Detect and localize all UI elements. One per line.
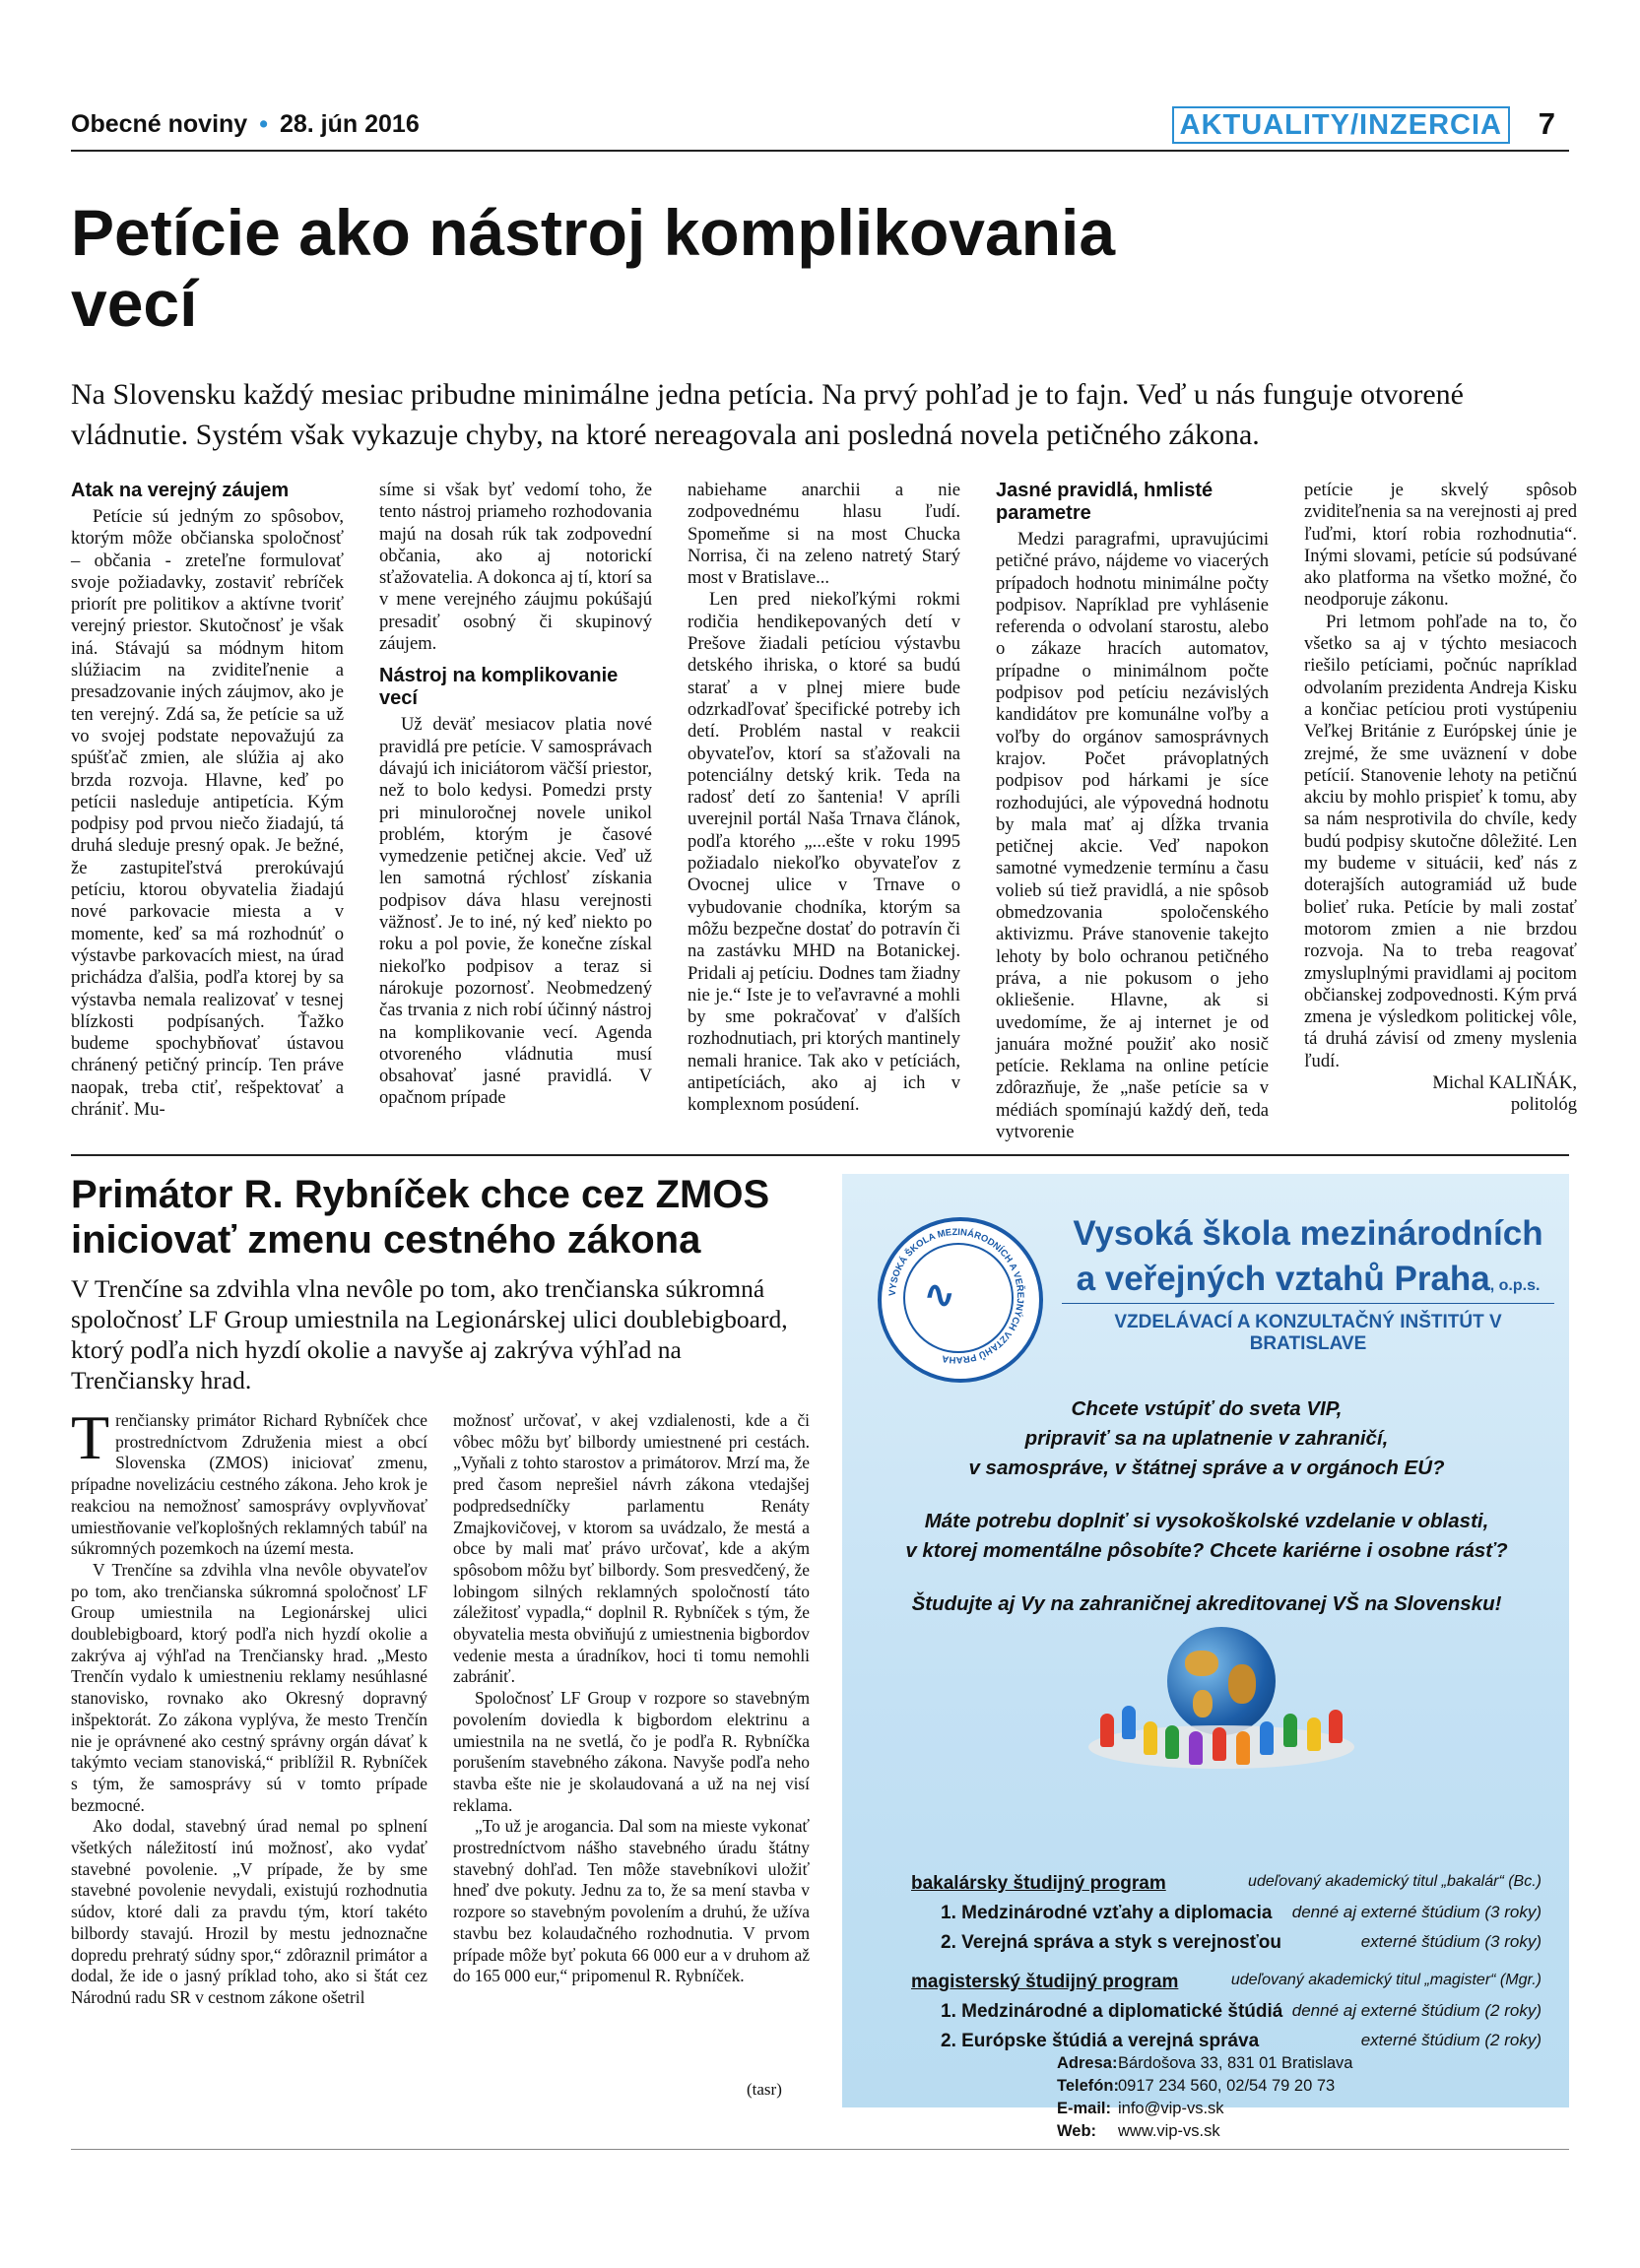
address-value: Bárdošova 33, 831 01 Bratislava xyxy=(1118,2054,1353,2072)
master-heading-row xyxy=(911,1972,1542,2001)
paragraph: nabiehame anarchii a nie zodpovednému hlasu ľudí. Spomeňme si na most Chucka Norrisa, či na zeleno natretý Starý most v Bratislave... xyxy=(688,480,960,589)
paragraph: síme si však byť vedomí toho, že tento nástroj priameho rozhodovania majú na dosah rúk tak zodpovední občania, ako aj notorickí sťažovatelia. A dokonca aj tí, ktorí sa v mene verejného záujmu pokúšajú presadiť osobný či skupinový záujem. xyxy=(379,480,652,655)
source-tag: (tasr) xyxy=(747,2080,782,2099)
contact-block xyxy=(1057,2052,1353,2143)
program-row xyxy=(911,1932,1542,1962)
program-row xyxy=(911,2001,1542,2031)
program-name: 1. Medzinárodné vzťahy a diplomacia xyxy=(941,1903,1273,1923)
phone-value: 0917 234 560, 02/54 79 20 73 xyxy=(1118,2077,1336,2095)
school-suffix: , o.p.s. xyxy=(1489,1277,1541,1294)
phone-label: Telefón: xyxy=(1057,2077,1119,2095)
program-name: 2. Verejná správa a styk s verejnosťou xyxy=(941,1932,1282,1953)
paragraph: „To už je arogancia. Dal som na mieste vykonať prostredníctvom nášho stavebného úradu štátny stavebný dohľad. Ten môže stavebníkovi uložiť hneď dve pokuty. Jednu za to, že sa mení stavba v rozpore so stavebným povolením a druhú, že užíva stavbu bez kolaudačného rozhodnutia. V prvom prípade môže byť pokuta 66 000 eur a v druhom až do 165 000 eur,“ pripomenul R. Rybníček. xyxy=(453,1816,810,1986)
program-name: 1. Medzinárodné a diplomatické štúdiá xyxy=(941,2001,1283,2022)
study-programs xyxy=(911,1873,1542,2060)
school-name xyxy=(1062,1211,1554,1309)
master-heading: magisterský študijný program xyxy=(911,1972,1179,1992)
article-divider xyxy=(71,1154,1569,1156)
question-line: v ktorej momentálne pôsobíte? Chcete kariérne i osobne rásť? xyxy=(905,1539,1508,1562)
drop-cap: T xyxy=(71,1402,110,1472)
ad-question-1 xyxy=(882,1394,1532,1483)
paragraph: možnosť určovať, v akej vzdialenosti, kde a či vôbec môžu byť bilbordy umiestnené pri cestách. „Vyňali z tohto starostov a primátorov. Mrzí ma, že pred časom neprešiel návrh zákona vtedajšej podpredsedníčky parlamentu Renáty Zmajkovičovej, v ktorom sa uvádzalo, že mestá a obce by mali mať právo určovať, kde a akým spôsobom môžu byť bilbordy. Som presvedčený, že lobingom silných reklamných spoločností táto záležitosť vypadla,“ doplnil R. Rybníček s tým, že obyvatelia mesta obviňujú z umiestnenia bigbordov vedenie mesta a úradníkov, hoci ti tomu nemohli zabrániť. xyxy=(453,1410,810,1687)
seal-ring-icon xyxy=(878,1217,1035,1375)
program-name: 2. Európske štúdiá a verejná správa xyxy=(941,2031,1260,2051)
article2-title: Primátor R. Rybníček chce cez ZMOS iniciovať zmenu cestného zákona xyxy=(71,1173,770,1262)
bachelor-title-note: udeľovaný akademický titul „bakalár“ (Bc.) xyxy=(1248,1873,1542,1890)
email-link[interactable]: info@vip-vs.sk xyxy=(1118,2100,1224,2117)
article-column-1 xyxy=(71,480,344,1121)
subheading-tool: Nástroj na komplikovanie vecí xyxy=(379,665,619,710)
paragraph: Pri letmom pohľade na to, čo všetko sa aj v týchto mesiacoch riešilo petíciami, počnúc napríklad odvolaním prezidenta Andreja Kisku a končiac petíciou proti vystúpeniu Veľkej Británie z Európskej únie je zrejmé, že sme uväznení v dobe petícií. Stanovenie lehoty na petičnú akciu by mohlo prispieť k tomu, aby sa nám nesprotivila do chvíle, kedy budú podpisy skutočne dôležité. Len my budeme v situácii, keď nás z doterajších autogramiád už bude bolieť ruka. Petície by mali zostať motorom zmien a nie brzdou rozvoja. Na to treba reagovať zmysluplnými pravidlami aj pocitom občianskej zodpovednosti. Kým prvá zmena je výsledkom politickej vôle, tá druhá závisí od zmeny myslenia ľudí. xyxy=(1304,611,1577,1071)
article2-column-1 xyxy=(71,1402,427,2009)
paragraph: Medzi paragrafmi, upravujúcimi petičné právo, nájdeme vo viacerých prípadoch hodnotu minimálne počty podpisov. Napríklad pre vyhlásenie referenda o odvolaní starostu, alebo o zákaze hracích automatov, prípadne o minimálnom počte podpisov pod petíciu nezávislých kandidátov pre komunálne voľby a voľby do orgánov samosprávnych krajov. Počet právoplatných podpisov pod hárkami je síce rozhodujúci, ale výpovedná hodnotu by mala mať aj dĺžka trvania petičnej akcie. Veď napokon samotné vymedzenie termínu a času volieb sú tiež pravidlá, a nie spôsob obmedzovania spoločenského aktivizmu. Práve stanovenie takejto lehoty by bolo ochranou petičného práva, a nie pokusom o jeho okliešenie. Hlavne, ak si uvedomíme, že aj internet je od januára možné použiť ako nosič petície. Reklama na online petície zdôrazňuje, že „naše petície sa v médiách spomínajú každý deň, teda vytvorenie xyxy=(996,529,1269,1143)
program-mode: denné aj externé štúdium (3 roky) xyxy=(1291,1903,1542,1921)
address-label: Adresa: xyxy=(1057,2054,1118,2072)
page-number: 7 xyxy=(1538,106,1555,141)
paragraph: Už deväť mesiacov platia nové pravidlá pre petície. V samosprávach dávajú ich iniciátorom väčší priestor, než to bolo kedysi. Pomedzi prsty pri minuloročnej novele unikol problém, ktorým je časové vymedzenie petičnej akcie. Veď už len samotná rýchlosť získania podpisov dáva hlasu verejnosti väžnosť. Je to iné, ný keď niekto po roku a pol povie, že konečne získal niekoľko podpisov a teraz si nárokuje pozornosť. Neobmedzený čas trvania z nich robí účinný nástroj na komplikovanie vecí. Agenda otvoreného vládnutia musí obsahovať jasné pravidlá. V opačnom prípade xyxy=(379,714,652,1109)
article-column-5 xyxy=(1304,480,1577,1117)
paper-name: Obecné noviny xyxy=(71,110,248,138)
ad-call-to-action: Študujte aj Vy na zahraničnej akreditovanej VŠ na Slovensku! xyxy=(911,1592,1502,1615)
paragraph: Ako dodal, stavebný úrad nemal po splnení všetkých náležitostí inú možnosť, ako vydať stavebné povolenie. „V prípade, že by sme stavebné povolenie nevydali, existujú rozhodnutia súdov, ktoré dali za pravdu tým, ktorí takéto bilbordy stavajú. Hrozil by mestu jednoznačne dopredu prehratý súdny spor,“ zdôraznil primátor a dodal, že ide o jasný príklad toho, ako si štát cez Národnú radu SR v cestnom zákone ošetril xyxy=(71,1816,427,2007)
program-mode: denné aj externé štúdium (2 roky) xyxy=(1291,2001,1542,2020)
program-mode: externé štúdium (3 roky) xyxy=(1360,1932,1542,1951)
article2-lead: V Trenčíne sa zdvihla vlna nevôle po tom, ako trenčianska súkromná spoločnosť LF Group umiestnila na Legionárskej ulici doublebigboard, ktorý podľa nich hyzdí okolie a navyše aj zakrýva výhľad na Trenčiansky hrad. xyxy=(71,1274,788,1394)
paragraph: Spoločnosť LF Group v rozpore so stavebným povolením doviedla k bigbordom elektrinu a umiestnila na ne svetlá, čo je podľa R. Rybníčka porušením stavebného zákona. Navyše podľa neho stavba ešte nie je skolaudovaná a už na nej visí reklama. xyxy=(453,1688,810,1815)
svg-text:VYSOKÁ ŠKOLA MEZINÁRODNÍCH A V: VYSOKÁ ŠKOLA MEZINÁRODNÍCH A VEŘEJNÝCH VZTAHŮ PRAHA xyxy=(886,1226,1026,1366)
author-role: politológ xyxy=(1510,1094,1577,1116)
bachelor-heading-row xyxy=(911,1873,1542,1903)
author-name: Michal KALIŇÁK, xyxy=(1432,1072,1577,1094)
master-title-note: udeľovaný akademický titul „magister“ (Mgr.) xyxy=(1230,1972,1542,1988)
page-header xyxy=(71,106,1569,146)
question-line: v samospráve, v štátnej správe a v orgánoch EÚ? xyxy=(968,1457,1445,1479)
email-label: E-mail: xyxy=(1057,2100,1112,2117)
web-label: Web: xyxy=(1057,2122,1097,2140)
article-lead: Na Slovensku každý mesiac pribudne minimálne jedna petícia. Na prvý pohľad je to fajn. Veď u nás funguje otvorené vládnutie. Systém však vykazuje chyby, na ktoré nereagovala ani posledná novela petičného zákona. xyxy=(71,378,1464,451)
paragraph: Petície sú jedným zo spôsobov, ktorým môže občianska spoločnosť – občania - zreteľne formulovať svoje požiadavky, zostaviť rebríček priorít pre politikov a aktívne tvoriť verejný priestor. Skutočnosť je však iná. Stávajú sa módnym hitom slúžiacim na zviditeľnenie a presadzovanie iných záujmov, ako je ten verejný. Zdá sa, že petície sa už vo svojej podstate nepovažujú za spúšťač zmien, ale slúžia aj ako brzda rozvoja. Hlavne, keď po petícii nasleduje antipetícia. Kým podpisy pod prvou niečo žiadajú, tá druhá sleduje presný opak. Je bežné, že zastupiteľstvá prerokúvajú petíciu, ktorou obyvatelia žiadajú nové parkovacie miesta a v momente, keď sa má rozhodnúť o výstavbe parkovacích miest, na úrad prichádza ďalšia, podľa ktorej by sa výstavba nemala realizovať v tesnej blízkosti podpísaných. Ťažko budeme spochybňovať ústavou chránený petičný princíp. Ten práve naopak, treba ctiť, rešpektovať a chrániť. Mu- xyxy=(71,506,344,1121)
school-advertisement xyxy=(842,1174,1569,2140)
subheading-rules: Jasné pravidlá, hmlisté parametre xyxy=(996,480,1214,524)
program-mode: externé štúdium (2 roky) xyxy=(1360,2031,1542,2049)
question-line: Máte potrebu doplniť si vysokoškolské vzdelanie v oblasti, xyxy=(924,1510,1489,1532)
question-line: Chcete vstúpiť do sveta VIP, xyxy=(1071,1397,1343,1420)
article-column-3 xyxy=(688,480,960,1117)
subheading-attack: Atak na verejný záujem xyxy=(71,480,290,501)
question-line: pripraviť sa na uplatnenie v zahraničí, xyxy=(1024,1427,1389,1450)
masthead xyxy=(71,110,420,139)
title-separator xyxy=(1062,1303,1554,1304)
paragraph: Len pred niekoľkými rokmi rodičia hendikepovaných detí v Prešove žiadali petíciou výstavbu detského ihriska, o ktoré sa budú starať a v plnej miere bude odzrkadľovať špecifické potreby ich detí. Problém nastal v reakcii obyvateľov, ktorí sa sťažovali na potenciálny detský krik. Teda na radosť detí zo šantenia! V apríli uverejnil portál Naša Trnava článok, podľa ktorého „...ešte v roku 1995 požiadalo niekoľko obyvateľov z Ovocnej ulice v Trnave o vybudovanie chodníka, ktorým sa môžu bezpečne dostať do potravín či na zastávku MHD na Botanickej. Pridali aj petíciu. Dodnes tam žiadny nie je.“ Iste je to veľavravné a mohli by sme pokračovať v ďalších rozhodnutiach, pri ktorých mantinely nemali hranice. Tak ako v petíciách, antipetíciách, ako aj ich v komplexnom posúdení. xyxy=(688,589,960,1116)
program-row xyxy=(911,1903,1542,1932)
seal-emblem-icon: ∿ xyxy=(923,1272,956,1318)
bullet-dot: • xyxy=(259,110,268,138)
school-seal-logo xyxy=(878,1217,1043,1383)
school-name-line2: a veřejných vztahů Praha xyxy=(1076,1260,1490,1298)
section-label: AKTUALITY/INZERCIA xyxy=(1172,106,1510,144)
header-rule xyxy=(71,150,1569,152)
paragraph: V Trenčíne sa zdvihla vlna nevôle obyvateľov po tom, ako trenčianska súkromná spoločnosť LF Group umiestnila na Legionárskej ulici doublebigboard, ktorý podľa nich hyzdí okolie a zakrýva aj výhľad na Trenčiansky hrad. „Mesto Trenčín vydalo k umiestneniu reklamy nesúhlasné stanovisko, rovnako ako Okresný dopravný inšpektorát. Zo zákona vyplýva, že mesto Trenčín nie je oprávnené ako cestný správny orgán dávať k takýmto veciam stanoviská,“ priblížil R. Rybníček s tým, že samosprávy sú v tomto prípade bezmocné. xyxy=(71,1559,427,1815)
web-link[interactable]: www.vip-vs.sk xyxy=(1118,2122,1220,2140)
footer-rule xyxy=(71,2149,1569,2150)
paragraph xyxy=(71,1402,427,1560)
institute-subtitle: VZDELÁVACÍ A KONZULTAČNÝ INŠTITÚT V BRATISLAVE xyxy=(1114,1312,1502,1354)
article-column-4 xyxy=(996,480,1269,1143)
ad-question-2 xyxy=(882,1507,1532,1566)
issue-date: 28. jún 2016 xyxy=(279,110,420,138)
school-name-line1: Vysoká škola mezinárodních xyxy=(1073,1214,1543,1253)
article-column-2 xyxy=(379,480,652,1110)
article-title: Petície ako nástroj komplikovania vecí xyxy=(71,196,1116,340)
bachelor-heading: bakalársky študijný program xyxy=(911,1873,1166,1894)
paragraph: petície je skvelý spôsob zviditeľnenia sa na verejnosti aj pred ľuďmi, ktorí robia rozhodnutia“. Inými slovami, petície sú podsúvané ako platforma na všetko možné, čo neodporuje zákonu. xyxy=(1304,480,1577,611)
paragraph-text: renčiansky primátor Richard Rybníček chce prostredníctvom Združenia miest a obcí Slovenska (ZMOS) iniciovať zmenu, prípadne novelizáciu cestného zákona. Jeho krok je reakciou na nemožnosť samosprávy ovplyvňovať umiestňovanie veľkoplošných reklamných tabúľ na súkromných pozemkoch na území mesta. xyxy=(71,1410,427,1559)
article2-column-2 xyxy=(453,1410,810,1987)
